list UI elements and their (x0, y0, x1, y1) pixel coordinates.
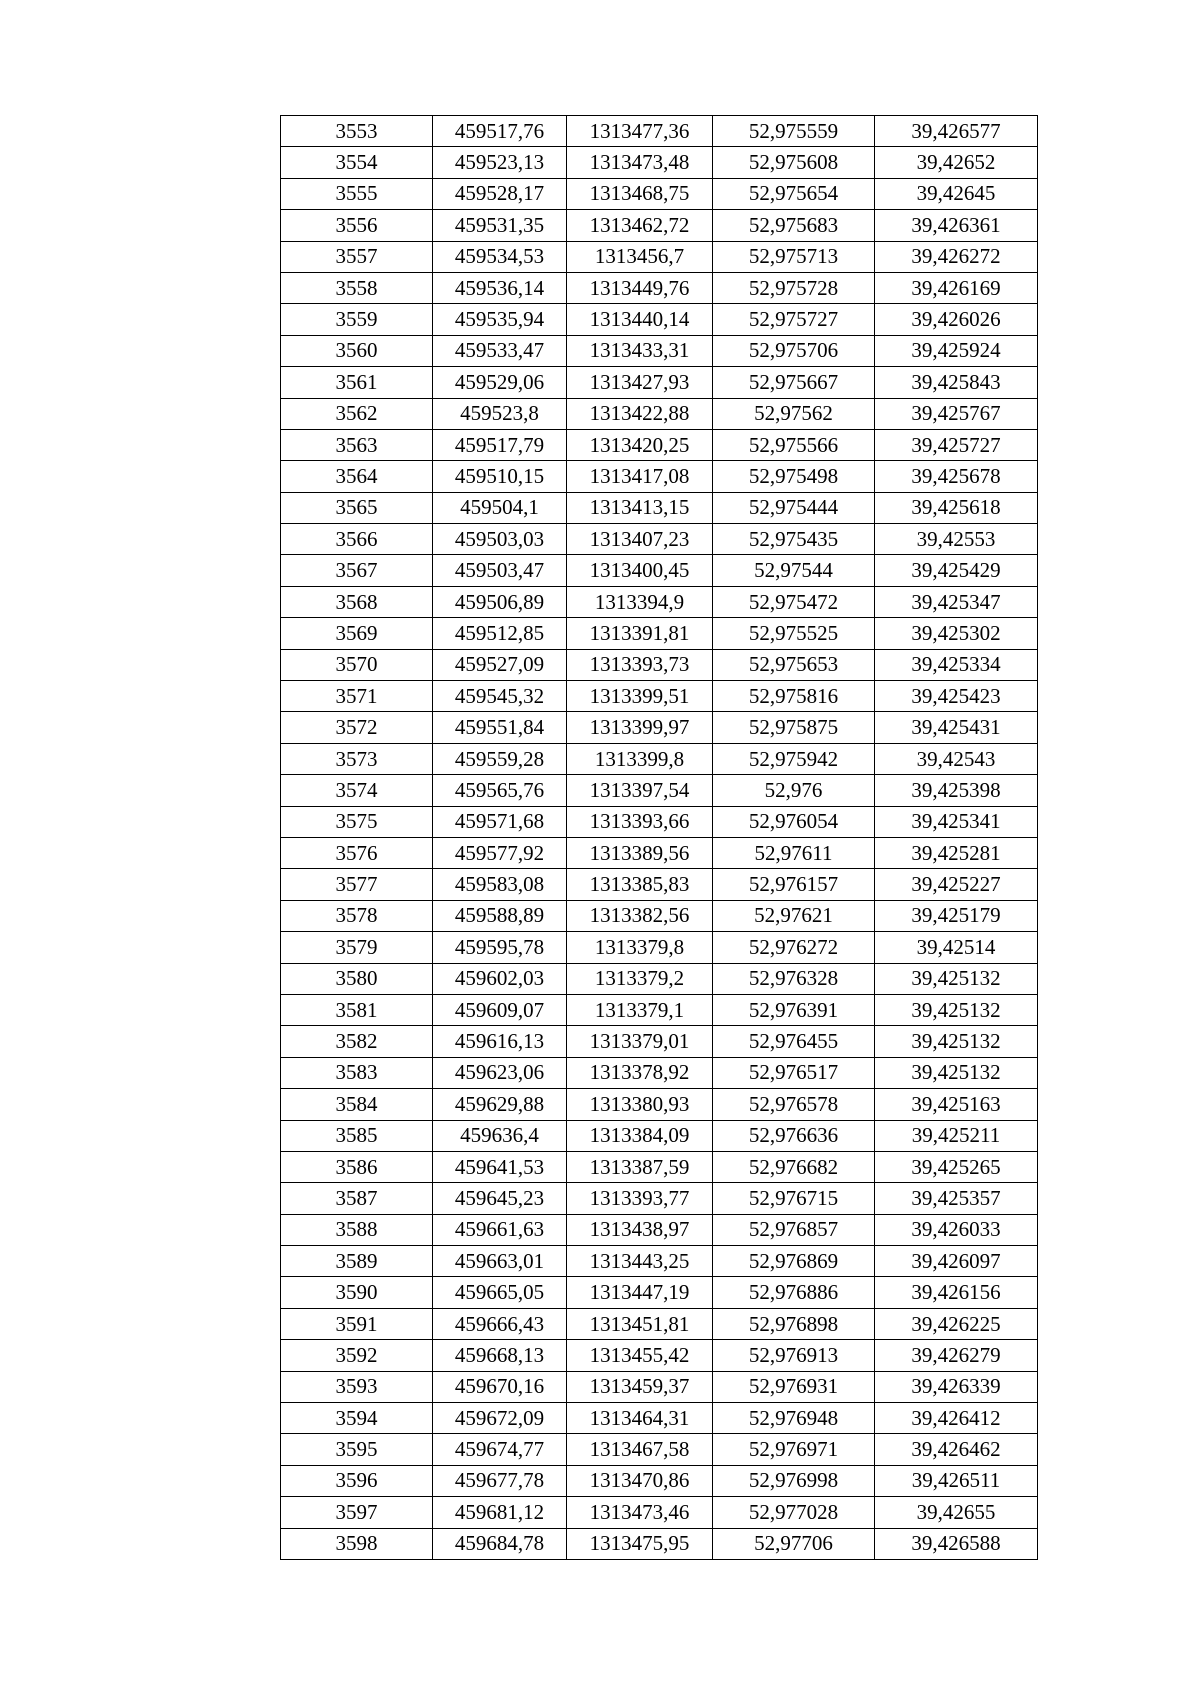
latitude-cell: 52,977028 (713, 1497, 875, 1528)
y-coordinate-cell: 1313400,45 (567, 555, 713, 586)
x-coordinate-cell: 459512,85 (433, 618, 567, 649)
latitude-cell: 52,97562 (713, 398, 875, 429)
point-number-cell: 3584 (281, 1089, 433, 1120)
point-number-cell: 3580 (281, 963, 433, 994)
y-coordinate-cell: 1313473,46 (567, 1497, 713, 1528)
longitude-cell: 39,425302 (875, 618, 1038, 649)
latitude-cell: 52,975608 (713, 147, 875, 178)
y-coordinate-cell: 1313380,93 (567, 1089, 713, 1120)
longitude-cell: 39,425347 (875, 586, 1038, 617)
y-coordinate-cell: 1313433,31 (567, 335, 713, 366)
longitude-cell: 39,425132 (875, 963, 1038, 994)
point-number-cell: 3579 (281, 932, 433, 963)
latitude-cell: 52,976455 (713, 1026, 875, 1057)
x-coordinate-cell: 459565,76 (433, 775, 567, 806)
longitude-cell: 39,425357 (875, 1183, 1038, 1214)
table-row (281, 272, 1038, 303)
point-number-cell: 3558 (281, 272, 433, 303)
latitude-cell: 52,976931 (713, 1371, 875, 1402)
latitude-cell: 52,976886 (713, 1277, 875, 1308)
coordinates-table-body (281, 116, 1038, 1560)
table-row (281, 869, 1038, 900)
table-row (281, 429, 1038, 460)
y-coordinate-cell: 1313393,77 (567, 1183, 713, 1214)
point-number-cell: 3572 (281, 712, 433, 743)
x-coordinate-cell: 459545,32 (433, 681, 567, 712)
table-row (281, 1403, 1038, 1434)
table-row (281, 743, 1038, 774)
longitude-cell: 39,425281 (875, 837, 1038, 868)
longitude-cell: 39,425423 (875, 681, 1038, 712)
y-coordinate-cell: 1313422,88 (567, 398, 713, 429)
table-row (281, 712, 1038, 743)
x-coordinate-cell: 459504,1 (433, 492, 567, 523)
latitude-cell: 52,976869 (713, 1246, 875, 1277)
x-coordinate-cell: 459672,09 (433, 1403, 567, 1434)
longitude-cell: 39,42645 (875, 178, 1038, 209)
longitude-cell: 39,42543 (875, 743, 1038, 774)
latitude-cell: 52,975435 (713, 524, 875, 555)
point-number-cell: 3588 (281, 1214, 433, 1245)
y-coordinate-cell: 1313387,59 (567, 1151, 713, 1182)
y-coordinate-cell: 1313456,7 (567, 241, 713, 272)
table-row (281, 1340, 1038, 1371)
x-coordinate-cell: 459529,06 (433, 367, 567, 398)
x-coordinate-cell: 459536,14 (433, 272, 567, 303)
latitude-cell: 52,975444 (713, 492, 875, 523)
longitude-cell: 39,425429 (875, 555, 1038, 586)
point-number-cell: 3564 (281, 461, 433, 492)
point-number-cell: 3571 (281, 681, 433, 712)
table-row (281, 900, 1038, 931)
coordinates-table (280, 115, 1038, 1560)
point-number-cell: 3555 (281, 178, 433, 209)
point-number-cell: 3596 (281, 1465, 433, 1496)
longitude-cell: 39,425398 (875, 775, 1038, 806)
table-row (281, 1434, 1038, 1465)
longitude-cell: 39,425265 (875, 1151, 1038, 1182)
y-coordinate-cell: 1313391,81 (567, 618, 713, 649)
x-coordinate-cell: 459517,79 (433, 429, 567, 460)
point-number-cell: 3567 (281, 555, 433, 586)
latitude-cell: 52,976682 (713, 1151, 875, 1182)
longitude-cell: 39,425179 (875, 900, 1038, 931)
y-coordinate-cell: 1313379,01 (567, 1026, 713, 1057)
latitude-cell: 52,975653 (713, 649, 875, 680)
y-coordinate-cell: 1313451,81 (567, 1308, 713, 1339)
latitude-cell: 52,976998 (713, 1465, 875, 1496)
table-row (281, 1026, 1038, 1057)
y-coordinate-cell: 1313467,58 (567, 1434, 713, 1465)
longitude-cell: 39,425924 (875, 335, 1038, 366)
latitude-cell: 52,975713 (713, 241, 875, 272)
table-row (281, 367, 1038, 398)
point-number-cell: 3590 (281, 1277, 433, 1308)
y-coordinate-cell: 1313464,31 (567, 1403, 713, 1434)
point-number-cell: 3562 (281, 398, 433, 429)
point-number-cell: 3592 (281, 1340, 433, 1371)
x-coordinate-cell: 459663,01 (433, 1246, 567, 1277)
y-coordinate-cell: 1313440,14 (567, 304, 713, 335)
longitude-cell: 39,425431 (875, 712, 1038, 743)
table-row (281, 335, 1038, 366)
longitude-cell: 39,426412 (875, 1403, 1038, 1434)
table-row (281, 1057, 1038, 1088)
longitude-cell: 39,426279 (875, 1340, 1038, 1371)
table-row (281, 210, 1038, 241)
point-number-cell: 3554 (281, 147, 433, 178)
table-row (281, 524, 1038, 555)
y-coordinate-cell: 1313475,95 (567, 1528, 713, 1559)
longitude-cell: 39,426361 (875, 210, 1038, 241)
x-coordinate-cell: 459668,13 (433, 1340, 567, 1371)
point-number-cell: 3576 (281, 837, 433, 868)
point-number-cell: 3586 (281, 1151, 433, 1182)
y-coordinate-cell: 1313420,25 (567, 429, 713, 460)
longitude-cell: 39,426225 (875, 1308, 1038, 1339)
x-coordinate-cell: 459595,78 (433, 932, 567, 963)
point-number-cell: 3573 (281, 743, 433, 774)
longitude-cell: 39,425341 (875, 806, 1038, 837)
longitude-cell: 39,425132 (875, 1026, 1038, 1057)
y-coordinate-cell: 1313438,97 (567, 1214, 713, 1245)
y-coordinate-cell: 1313447,19 (567, 1277, 713, 1308)
longitude-cell: 39,425727 (875, 429, 1038, 460)
x-coordinate-cell: 459636,4 (433, 1120, 567, 1151)
longitude-cell: 39,425843 (875, 367, 1038, 398)
latitude-cell: 52,976517 (713, 1057, 875, 1088)
y-coordinate-cell: 1313399,51 (567, 681, 713, 712)
latitude-cell: 52,975667 (713, 367, 875, 398)
y-coordinate-cell: 1313393,66 (567, 806, 713, 837)
table-row (281, 1246, 1038, 1277)
longitude-cell: 39,426339 (875, 1371, 1038, 1402)
point-number-cell: 3598 (281, 1528, 433, 1559)
longitude-cell: 39,425227 (875, 869, 1038, 900)
y-coordinate-cell: 1313389,56 (567, 837, 713, 868)
y-coordinate-cell: 1313394,9 (567, 586, 713, 617)
table-row (281, 775, 1038, 806)
latitude-cell: 52,975727 (713, 304, 875, 335)
latitude-cell: 52,976971 (713, 1434, 875, 1465)
longitude-cell: 39,426033 (875, 1214, 1038, 1245)
point-number-cell: 3594 (281, 1403, 433, 1434)
table-row (281, 1371, 1038, 1402)
latitude-cell: 52,976328 (713, 963, 875, 994)
table-row (281, 586, 1038, 617)
y-coordinate-cell: 1313407,23 (567, 524, 713, 555)
y-coordinate-cell: 1313384,09 (567, 1120, 713, 1151)
point-number-cell: 3556 (281, 210, 433, 241)
table-row (281, 178, 1038, 209)
y-coordinate-cell: 1313399,97 (567, 712, 713, 743)
y-coordinate-cell: 1313477,36 (567, 116, 713, 147)
point-number-cell: 3578 (281, 900, 433, 931)
point-number-cell: 3569 (281, 618, 433, 649)
table-row (281, 304, 1038, 335)
latitude-cell: 52,976898 (713, 1308, 875, 1339)
table-row (281, 932, 1038, 963)
table-row (281, 555, 1038, 586)
table-row (281, 147, 1038, 178)
table-row (281, 618, 1038, 649)
y-coordinate-cell: 1313427,93 (567, 367, 713, 398)
y-coordinate-cell: 1313443,25 (567, 1246, 713, 1277)
longitude-cell: 39,425618 (875, 492, 1038, 523)
point-number-cell: 3582 (281, 1026, 433, 1057)
x-coordinate-cell: 459559,28 (433, 743, 567, 774)
table-row (281, 1089, 1038, 1120)
longitude-cell: 39,426097 (875, 1246, 1038, 1277)
point-number-cell: 3570 (281, 649, 433, 680)
x-coordinate-cell: 459506,89 (433, 586, 567, 617)
point-number-cell: 3587 (281, 1183, 433, 1214)
table-row (281, 994, 1038, 1025)
point-number-cell: 3568 (281, 586, 433, 617)
latitude-cell: 52,975498 (713, 461, 875, 492)
latitude-cell: 52,975875 (713, 712, 875, 743)
latitude-cell: 52,975683 (713, 210, 875, 241)
latitude-cell: 52,976391 (713, 994, 875, 1025)
longitude-cell: 39,426272 (875, 241, 1038, 272)
x-coordinate-cell: 459641,53 (433, 1151, 567, 1182)
y-coordinate-cell: 1313397,54 (567, 775, 713, 806)
table-row (281, 1308, 1038, 1339)
latitude-cell: 52,976 (713, 775, 875, 806)
table-row (281, 1277, 1038, 1308)
y-coordinate-cell: 1313468,75 (567, 178, 713, 209)
latitude-cell: 52,975654 (713, 178, 875, 209)
point-number-cell: 3560 (281, 335, 433, 366)
point-number-cell: 3565 (281, 492, 433, 523)
table-row (281, 461, 1038, 492)
latitude-cell: 52,97706 (713, 1528, 875, 1559)
y-coordinate-cell: 1313455,42 (567, 1340, 713, 1371)
latitude-cell: 52,976857 (713, 1214, 875, 1245)
x-coordinate-cell: 459609,07 (433, 994, 567, 1025)
point-number-cell: 3591 (281, 1308, 433, 1339)
point-number-cell: 3593 (281, 1371, 433, 1402)
y-coordinate-cell: 1313473,48 (567, 147, 713, 178)
point-number-cell: 3553 (281, 116, 433, 147)
y-coordinate-cell: 1313470,86 (567, 1465, 713, 1496)
longitude-cell: 39,426462 (875, 1434, 1038, 1465)
point-number-cell: 3559 (281, 304, 433, 335)
longitude-cell: 39,426169 (875, 272, 1038, 303)
latitude-cell: 52,975816 (713, 681, 875, 712)
longitude-cell: 39,425767 (875, 398, 1038, 429)
table-row (281, 963, 1038, 994)
point-number-cell: 3566 (281, 524, 433, 555)
latitude-cell: 52,97621 (713, 900, 875, 931)
table-row (281, 1465, 1038, 1496)
y-coordinate-cell: 1313379,8 (567, 932, 713, 963)
y-coordinate-cell: 1313417,08 (567, 461, 713, 492)
y-coordinate-cell: 1313413,15 (567, 492, 713, 523)
x-coordinate-cell: 459670,16 (433, 1371, 567, 1402)
latitude-cell: 52,976715 (713, 1183, 875, 1214)
latitude-cell: 52,976636 (713, 1120, 875, 1151)
table-row (281, 806, 1038, 837)
x-coordinate-cell: 459503,47 (433, 555, 567, 586)
latitude-cell: 52,975728 (713, 272, 875, 303)
longitude-cell: 39,42553 (875, 524, 1038, 555)
point-number-cell: 3585 (281, 1120, 433, 1151)
x-coordinate-cell: 459527,09 (433, 649, 567, 680)
x-coordinate-cell: 459510,15 (433, 461, 567, 492)
table-row (281, 398, 1038, 429)
x-coordinate-cell: 459517,76 (433, 116, 567, 147)
table-row (281, 492, 1038, 523)
x-coordinate-cell: 459528,17 (433, 178, 567, 209)
x-coordinate-cell: 459681,12 (433, 1497, 567, 1528)
y-coordinate-cell: 1313462,72 (567, 210, 713, 241)
point-number-cell: 3595 (281, 1434, 433, 1465)
longitude-cell: 39,42652 (875, 147, 1038, 178)
latitude-cell: 52,975525 (713, 618, 875, 649)
y-coordinate-cell: 1313379,1 (567, 994, 713, 1025)
longitude-cell: 39,426588 (875, 1528, 1038, 1559)
x-coordinate-cell: 459523,8 (433, 398, 567, 429)
x-coordinate-cell: 459629,88 (433, 1089, 567, 1120)
table-row (281, 1120, 1038, 1151)
longitude-cell: 39,425163 (875, 1089, 1038, 1120)
latitude-cell: 52,976948 (713, 1403, 875, 1434)
longitude-cell: 39,426511 (875, 1465, 1038, 1496)
x-coordinate-cell: 459623,06 (433, 1057, 567, 1088)
longitude-cell: 39,426577 (875, 116, 1038, 147)
longitude-cell: 39,42655 (875, 1497, 1038, 1528)
latitude-cell: 52,975559 (713, 116, 875, 147)
table-row (281, 116, 1038, 147)
table-row (281, 681, 1038, 712)
y-coordinate-cell: 1313378,92 (567, 1057, 713, 1088)
x-coordinate-cell: 459674,77 (433, 1434, 567, 1465)
longitude-cell: 39,425334 (875, 649, 1038, 680)
latitude-cell: 52,975472 (713, 586, 875, 617)
latitude-cell: 52,976913 (713, 1340, 875, 1371)
x-coordinate-cell: 459661,63 (433, 1214, 567, 1245)
y-coordinate-cell: 1313379,2 (567, 963, 713, 994)
point-number-cell: 3583 (281, 1057, 433, 1088)
point-number-cell: 3589 (281, 1246, 433, 1277)
latitude-cell: 52,976054 (713, 806, 875, 837)
latitude-cell: 52,975942 (713, 743, 875, 774)
table-row (281, 241, 1038, 272)
point-number-cell: 3563 (281, 429, 433, 460)
y-coordinate-cell: 1313399,8 (567, 743, 713, 774)
x-coordinate-cell: 459523,13 (433, 147, 567, 178)
table-row (281, 1183, 1038, 1214)
y-coordinate-cell: 1313382,56 (567, 900, 713, 931)
table-row (281, 1151, 1038, 1182)
x-coordinate-cell: 459684,78 (433, 1528, 567, 1559)
longitude-cell: 39,425678 (875, 461, 1038, 492)
x-coordinate-cell: 459534,53 (433, 241, 567, 272)
x-coordinate-cell: 459677,78 (433, 1465, 567, 1496)
x-coordinate-cell: 459577,92 (433, 837, 567, 868)
latitude-cell: 52,976272 (713, 932, 875, 963)
latitude-cell: 52,975566 (713, 429, 875, 460)
point-number-cell: 3557 (281, 241, 433, 272)
longitude-cell: 39,425132 (875, 1057, 1038, 1088)
table-row (281, 649, 1038, 680)
longitude-cell: 39,42514 (875, 932, 1038, 963)
y-coordinate-cell: 1313385,83 (567, 869, 713, 900)
x-coordinate-cell: 459602,03 (433, 963, 567, 994)
x-coordinate-cell: 459571,68 (433, 806, 567, 837)
x-coordinate-cell: 459551,84 (433, 712, 567, 743)
longitude-cell: 39,425211 (875, 1120, 1038, 1151)
point-number-cell: 3581 (281, 994, 433, 1025)
x-coordinate-cell: 459616,13 (433, 1026, 567, 1057)
x-coordinate-cell: 459645,23 (433, 1183, 567, 1214)
x-coordinate-cell: 459665,05 (433, 1277, 567, 1308)
point-number-cell: 3597 (281, 1497, 433, 1528)
table-row (281, 1528, 1038, 1559)
longitude-cell: 39,425132 (875, 994, 1038, 1025)
x-coordinate-cell: 459583,08 (433, 869, 567, 900)
y-coordinate-cell: 1313393,73 (567, 649, 713, 680)
point-number-cell: 3574 (281, 775, 433, 806)
x-coordinate-cell: 459531,35 (433, 210, 567, 241)
x-coordinate-cell: 459535,94 (433, 304, 567, 335)
x-coordinate-cell: 459533,47 (433, 335, 567, 366)
table-row (281, 837, 1038, 868)
point-number-cell: 3577 (281, 869, 433, 900)
point-number-cell: 3575 (281, 806, 433, 837)
x-coordinate-cell: 459588,89 (433, 900, 567, 931)
latitude-cell: 52,97544 (713, 555, 875, 586)
table-row (281, 1497, 1038, 1528)
table-row (281, 1214, 1038, 1245)
point-number-cell: 3561 (281, 367, 433, 398)
x-coordinate-cell: 459666,43 (433, 1308, 567, 1339)
latitude-cell: 52,976578 (713, 1089, 875, 1120)
x-coordinate-cell: 459503,03 (433, 524, 567, 555)
longitude-cell: 39,426156 (875, 1277, 1038, 1308)
latitude-cell: 52,976157 (713, 869, 875, 900)
latitude-cell: 52,97611 (713, 837, 875, 868)
y-coordinate-cell: 1313459,37 (567, 1371, 713, 1402)
latitude-cell: 52,975706 (713, 335, 875, 366)
longitude-cell: 39,426026 (875, 304, 1038, 335)
y-coordinate-cell: 1313449,76 (567, 272, 713, 303)
